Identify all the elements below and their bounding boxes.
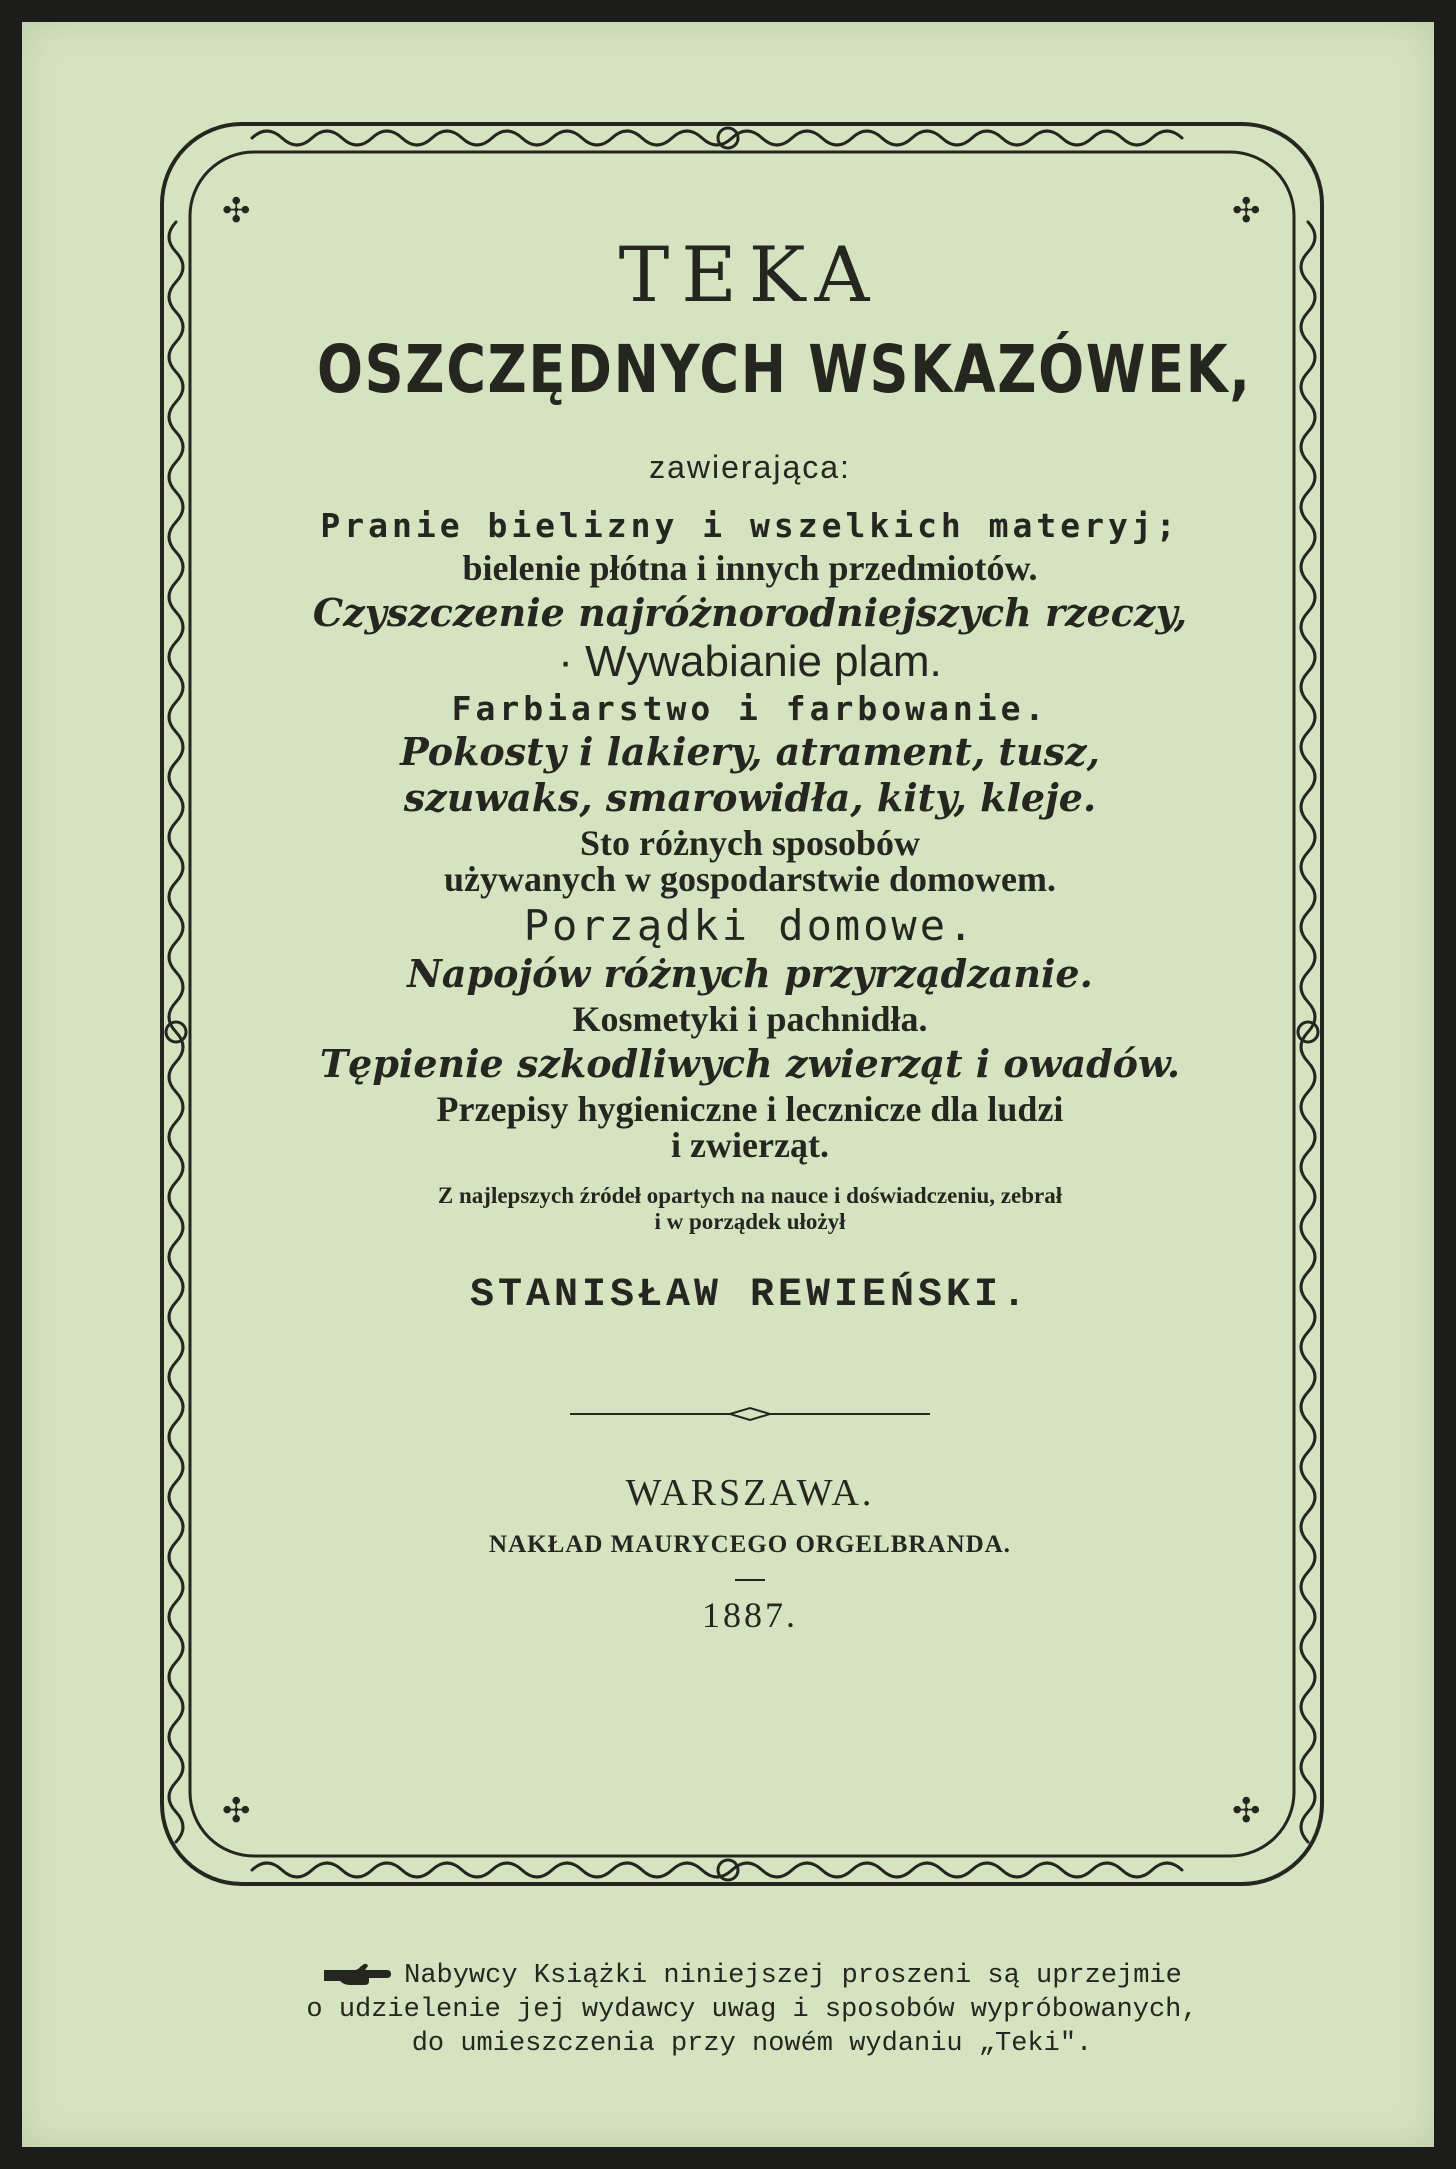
pointing-hand-icon: [322, 1962, 392, 1988]
contents-item: Sto różnych sposobów: [579, 823, 921, 863]
contents-item: Czyszczenie najróżnorodniejszych rzeczy,: [312, 590, 1188, 635]
decorative-rule-icon: [570, 1404, 930, 1424]
reader-notice-text: Nabywcy Książki niniejszej proszeni są uprzejmie: [404, 1961, 1182, 1991]
contents-item: Przepisy hygieniczne i lecznicze dla ludzi: [436, 1089, 1064, 1129]
svg-text:✣: ✣: [1232, 191, 1261, 231]
title-teka: TEKA: [618, 230, 882, 319]
divider: [735, 1579, 765, 1581]
compiler-note-line: Z najlepszych źródeł opartych na nauce i doświadczeniu, zebrał: [437, 1183, 1063, 1208]
author-name: STANISŁAW REWIEŃSKI.: [469, 1272, 1031, 1318]
svg-text:✣: ✣: [222, 1791, 251, 1831]
publication-city: WARSZAWA.: [625, 1471, 875, 1514]
reader-notice-line: do umieszczenia przy nowém wydaniu „Teki".: [411, 2028, 1093, 2059]
main-title: OSZCZĘDNYCH WSKAZÓWEK,: [317, 331, 1252, 408]
reader-notice-line: [202, 1960, 1302, 1994]
contents-item: szuwaks, smarowidła, kity, kleje.: [403, 775, 1097, 820]
contents-item: Kosmetyki i pachnidła.: [572, 999, 928, 1039]
compiler-note-line: i w porządek ułożył: [654, 1209, 846, 1235]
contents-item: · Wywabianie plam.: [558, 637, 942, 686]
contents-item: Pokosty i lakiery, atrament, tusz,: [400, 729, 1100, 774]
book-cover: [22, 22, 1434, 2147]
contents-item: bielenie płótna i innych przedmiotów.: [462, 548, 1038, 588]
publisher: NAKŁAD MAURYCEGO ORGELBRANDA.: [489, 1530, 1011, 1558]
contents-item: Tępienie szkodliwych zwierząt i owadów.: [319, 1041, 1181, 1086]
svg-text:✣: ✣: [1232, 1791, 1261, 1831]
contents-item: Napojów różnych przyrządzanie.: [407, 951, 1093, 996]
contents-item: Porządki domowe.: [523, 901, 977, 950]
contents-item: używanych w gospodarstwie domowem.: [444, 859, 1056, 899]
title-page: [222, 230, 1278, 1635]
subtitle: zawierająca:: [649, 449, 851, 485]
svg-text:✣: ✣: [222, 191, 251, 231]
publication-year: 1887.: [702, 1594, 798, 1635]
contents-item: i zwierząt.: [671, 1125, 829, 1165]
contents-item: Farbiarstwo i farbowanie.: [451, 689, 1049, 728]
reader-notice: [202, 1960, 1302, 2061]
reader-notice-line: o udzielenie jej wydawcy uwag i sposobów wypróbowanych,: [306, 1994, 1198, 2025]
contents-item: Pranie bielizny i wszelkich materyj;: [320, 506, 1180, 545]
